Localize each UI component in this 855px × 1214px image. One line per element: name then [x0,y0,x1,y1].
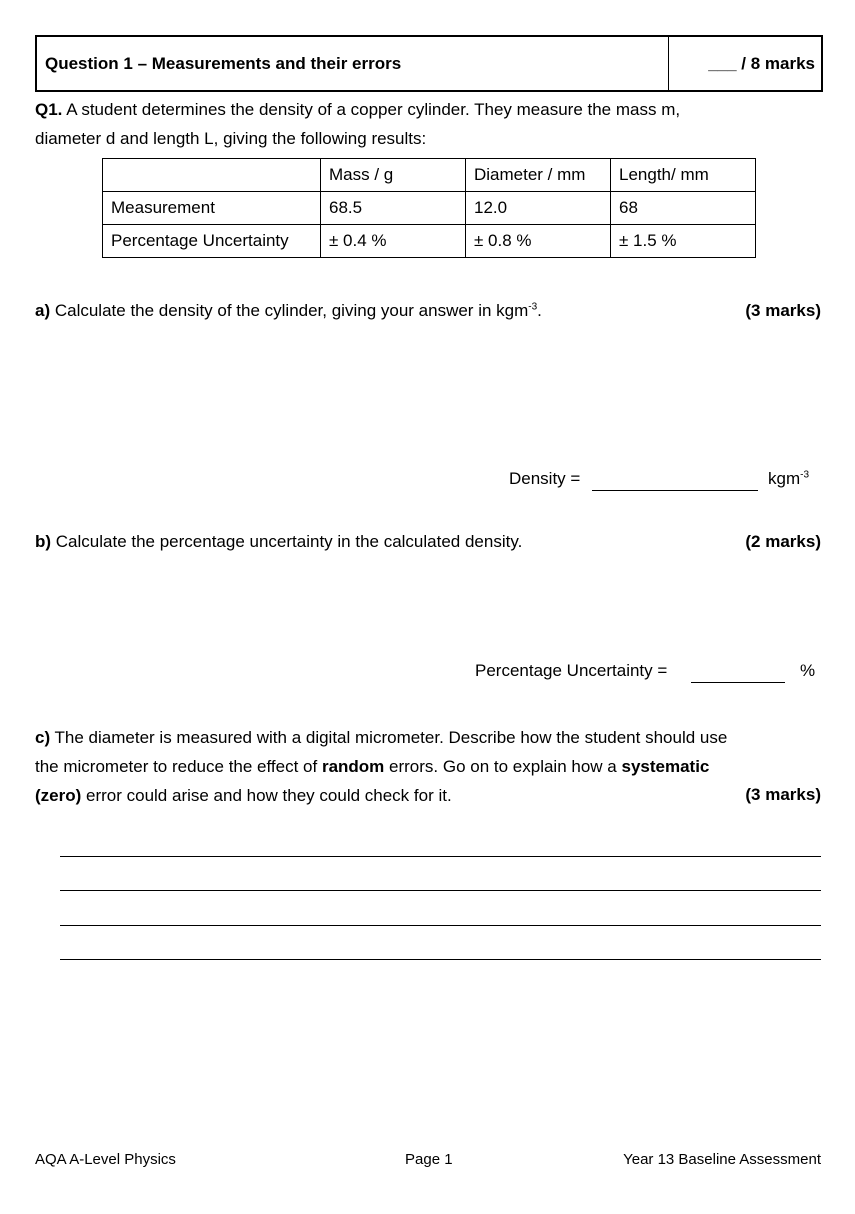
density-unit-exponent: -3 [800,469,810,481]
part-a-marks: (3 marks) [745,301,821,320]
intro-line-2: diameter d and length L, giving the following results: [35,129,427,148]
table-row [103,192,756,225]
answer-line[interactable] [60,856,821,857]
part-c-label: c) [35,728,51,747]
part-b-question [35,532,522,552]
part-a-label: a) [35,301,51,320]
part-c-question [35,723,825,810]
uncertainty-answer-unit: % [800,661,816,680]
part-c-line-2b: errors. Go on to explain how a [384,757,622,776]
density-answer-unit [768,469,809,489]
part-a-text: Calculate the density of the cylinder, giving your answer in kgm [50,301,529,320]
intro-line-1: A student determines the density of a copper cylinder. They measure the mass m, [62,100,681,119]
table-cell: ± 0.8 % [466,225,611,258]
table-header-cell: Length/ mm [611,159,756,192]
answer-line[interactable] [60,890,821,891]
part-c-random-bold: random [321,757,385,776]
total-marks: ___ / 8 marks [708,53,815,73]
answer-line[interactable] [60,925,821,926]
table-header-cell [103,159,321,192]
question-title: Question 1 – Measurements and their errors [37,37,669,90]
intro-text [35,95,825,153]
footer-right: Year 13 Baseline Assessment [623,1151,821,1168]
uncertainty-answer-field[interactable] [691,682,785,683]
table-cell: ± 1.5 % [611,225,756,258]
part-c-systematic-bold: systematic [621,757,710,776]
part-a-exponent: -3 [528,301,538,313]
table-cell: 12.0 [466,192,611,225]
table-row [103,225,756,258]
footer-left: AQA A-Level Physics [35,1151,176,1168]
part-b-marks: (2 marks) [745,532,821,551]
part-c-line-3: error could arise and how they could check for it. [81,786,452,805]
table-cell: 68 [611,192,756,225]
part-b-label: b) [35,532,52,551]
table-cell: ± 0.4 % [321,225,466,258]
answer-line[interactable] [60,959,821,960]
table-cell: Percentage Uncertainty [103,225,321,258]
part-a-end: . [537,301,542,320]
density-answer-label: Density = [509,469,581,488]
part-c-marks: (3 marks) [745,785,821,804]
part-c-line-2a: the micrometer to reduce the effect of [35,757,322,776]
density-answer-field[interactable] [592,490,758,491]
table-header-cell: Diameter / mm [466,159,611,192]
table-cell: Measurement [103,192,321,225]
table-header-cell: Mass / g [321,159,466,192]
part-c-line-1: The diameter is measured with a digital micrometer. Describe how the student should use [50,728,728,747]
table-header-row [103,159,756,192]
question-label: Q1. [35,100,63,119]
part-c-zero-bold: (zero) [35,786,82,805]
part-a-question [35,301,542,321]
measurements-table [102,158,756,258]
density-unit-text: kgm [768,469,801,488]
part-b-text: Calculate the percentage uncertainty in the calculated density. [51,532,523,551]
page-number: Page 1 [405,1151,453,1168]
question-header [35,35,823,92]
uncertainty-answer-label: Percentage Uncertainty = [475,661,668,680]
table-cell: 68.5 [321,192,466,225]
